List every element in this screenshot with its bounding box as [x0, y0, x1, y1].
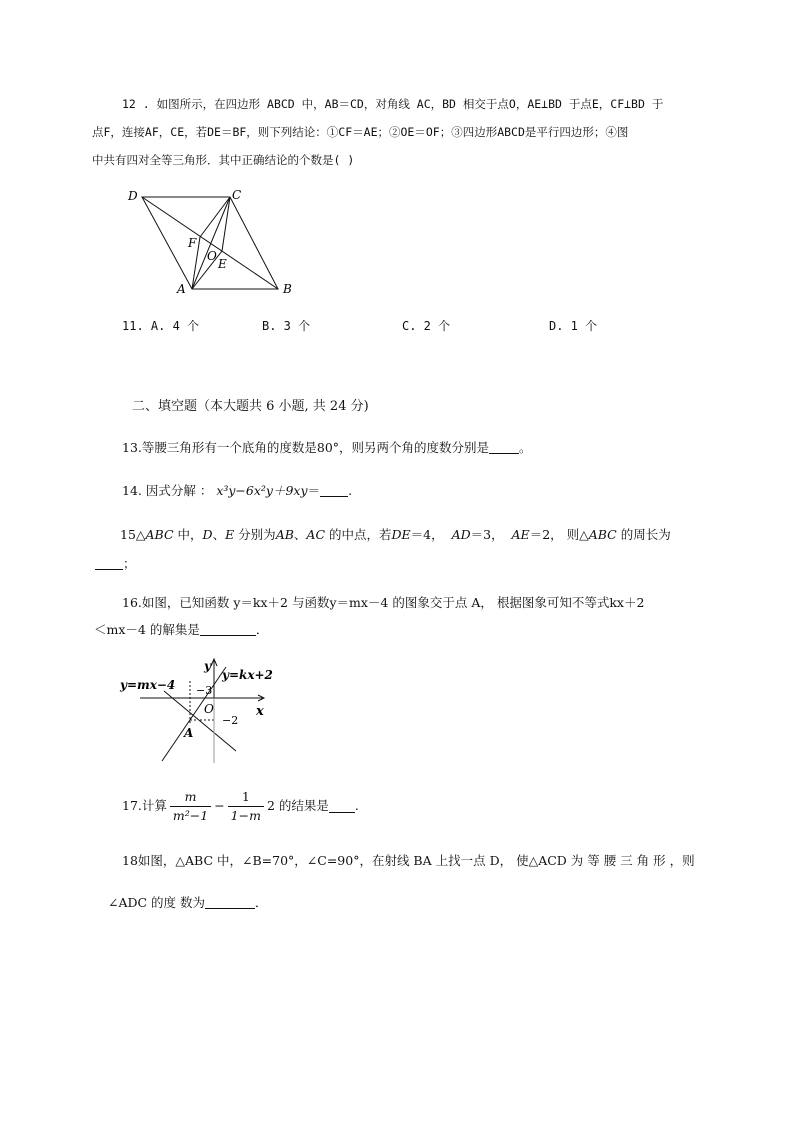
label-O: O	[207, 249, 217, 263]
q18-tail: ．	[255, 895, 268, 910]
q16-line1: 16.如图，已知函数 y＝kx＋2 与函数y＝mx－4 的图象交于点 A， 根据图象可知不等式kx＋2	[122, 595, 645, 610]
q15-part: ＝3，	[470, 527, 504, 542]
graph-origin-label: O	[204, 702, 214, 716]
q18-blank	[205, 896, 255, 909]
q15-blank	[95, 557, 123, 570]
q17-denominator-1: m²−1	[170, 806, 211, 825]
q15-part: AD	[451, 527, 471, 542]
q15-part: AC	[306, 527, 326, 542]
graph-x-axis-label: x	[256, 704, 264, 719]
q13	[122, 439, 532, 457]
graph-line1-label: y=mx−4	[120, 678, 176, 692]
q15-part: AE	[511, 527, 530, 542]
q18-line2	[108, 894, 268, 912]
q14	[122, 482, 352, 500]
q14-prefix: 14. 因式分解 ：	[122, 483, 213, 498]
q15-part: 15△	[120, 527, 146, 542]
q12-option-d: D. 1 个	[549, 319, 598, 333]
q17-prefix: 17.计算	[122, 798, 167, 813]
q15-part: ABC	[588, 527, 617, 542]
q17-denominator-2: 1−m	[228, 806, 264, 825]
q15-part: AB	[275, 527, 294, 542]
q12-line3: 中共有四对全等三角形．其中正确结论的个数是( )	[92, 153, 355, 167]
q12-option-b: B. 3 个	[262, 319, 311, 333]
q16-line2-text: ＜mx－4 的解集是	[94, 622, 200, 637]
q15-part: 中，	[173, 527, 203, 542]
label-D: D	[128, 189, 138, 203]
q16-tail: ．	[255, 622, 269, 637]
graph-point-a-label: A	[184, 726, 194, 740]
q14-expression: x³y−6x²y＋9xy	[216, 483, 308, 498]
q17-numerator-1: m	[184, 788, 197, 804]
q15-part: 的周长为	[616, 527, 671, 542]
q16-line2	[94, 621, 268, 639]
q17-fraction-2	[228, 788, 264, 825]
q12-line1: 12 . 如图所示，在四边形 ABCD 中，AB＝CD，对角线 AC，BD 相交于点O，AE⊥BD 于点E，CF⊥BD 于	[122, 97, 664, 111]
graph-line2-label: y=kx+2	[222, 668, 273, 682]
label-C: C	[232, 188, 242, 202]
q15-part: ＝4，	[410, 527, 444, 542]
q15-part: DE	[391, 527, 411, 542]
q14-blank	[320, 484, 348, 497]
q15-part: 、	[293, 527, 307, 542]
graph-y-axis-label: y	[204, 659, 211, 673]
q13-text: 13.等腰三角形有一个底角的度数是80°，则另两个角的度数分别是	[122, 440, 490, 455]
q18-line1: 18如图，△ABC 中，∠B=70°，∠C=90°，在射线 BA 上找一点 D， 使△ACD 为 等 腰 三 角 形 ，则	[122, 853, 695, 868]
q15-tail: ；	[123, 556, 136, 571]
graph-neg2-label: −2	[222, 714, 239, 727]
q14-equals: ＝	[307, 483, 321, 498]
q14-tail: .	[348, 483, 353, 498]
q15-line1	[120, 526, 671, 544]
q17-mid: 2 的结果是	[266, 798, 329, 813]
q12-option-c: C. 2 个	[402, 319, 451, 333]
q17-blank	[329, 800, 355, 813]
label-F: F	[188, 236, 197, 250]
q15-part: 、	[212, 527, 226, 542]
q12-option-a: 11. A. 4 个	[122, 319, 200, 333]
q13-blank	[489, 441, 519, 454]
q17-fraction-1	[170, 788, 211, 825]
q15-part: ＝2， 则△	[529, 527, 589, 542]
label-E: E	[218, 257, 227, 271]
q15-part: E	[225, 527, 235, 542]
q15-line2	[95, 555, 136, 573]
q16-function-graph	[118, 655, 288, 767]
label-B: B	[283, 282, 292, 296]
q12-line2: 点F，连接AF，CE，若DE＝BF，则下列结论：①CF＝AE；②OE＝OF；③四边形ABCD是平行四边形；④图	[92, 125, 629, 139]
q13-tail: 。	[519, 440, 532, 455]
q12-parallelogram-figure	[120, 183, 310, 303]
q15-part: ABC	[145, 527, 174, 542]
section-title: 二、填空题（本大题共 6 小题, 共 24 分)	[132, 399, 369, 414]
q17-tail: .	[354, 798, 359, 813]
q15-part: 分别为	[234, 527, 276, 542]
q17	[122, 786, 359, 826]
q17-numerator-2: 1	[241, 788, 250, 804]
q18-line2-text: ∠ADC 的度 数为	[108, 895, 206, 910]
q15-part: 的中点，若	[325, 527, 392, 542]
q15-part: D	[202, 527, 213, 542]
q16-blank	[200, 623, 256, 636]
label-A: A	[177, 282, 186, 296]
q17-minus: −	[214, 798, 225, 813]
graph-neg3-label: −3	[196, 684, 213, 697]
